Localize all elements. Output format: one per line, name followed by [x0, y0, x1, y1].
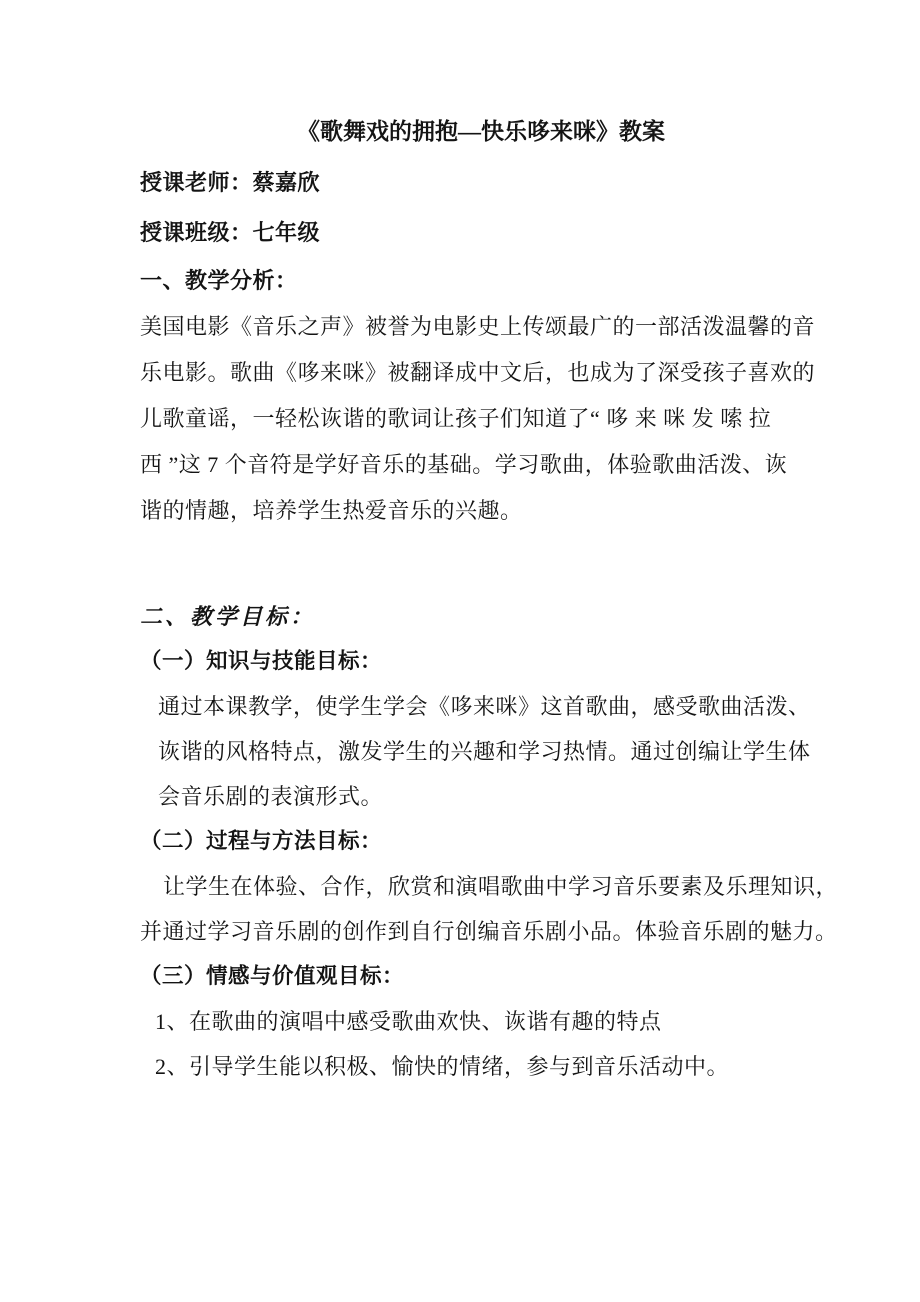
- class-line: [140, 208, 800, 258]
- analysis-line: 美国电影《音乐之声》被誉为电影史上传颂最广的一部活泼温馨的音: [140, 314, 816, 339]
- analysis-paragraph: [140, 304, 816, 534]
- analysis-line: 谐的情趣，培养学生热爱音乐的兴趣。: [140, 498, 523, 523]
- knowledge-line: 诙谐的风格特点，激发学生的兴趣和学习热情。通过创编让学生体: [158, 739, 811, 764]
- knowledge-goals-paragraph: [140, 684, 811, 819]
- subheading-knowledge-goals: （一）知识与技能目标：: [140, 649, 383, 673]
- teacher-name: 蔡嘉欣: [252, 170, 321, 195]
- teacher-label: 授课老师：: [140, 170, 253, 195]
- class-label: 授课班级：: [140, 220, 253, 245]
- class-name: 七年级: [252, 220, 321, 245]
- section-heading-objectives: 二、教学目标：: [140, 604, 316, 629]
- knowledge-line: 会音乐剧的表演形式。: [158, 784, 384, 809]
- doc-title: 《歌舞戏的拥抱—快乐哆来咪》教案: [297, 119, 665, 144]
- analysis-line: 乐电影。歌曲《哆来咪》被翻译成中文后，也成为了深受孩子喜欢的: [140, 360, 816, 385]
- knowledge-line: 通过本课教学，使学生学会《哆来咪》这首歌曲，感受歌曲活泼、: [158, 694, 811, 719]
- analysis-line: 西 ”这 7 个音符是学好音乐的基础。学习歌曲，体验歌曲活泼、诙: [140, 452, 788, 477]
- document-body: [140, 106, 839, 1089]
- analysis-line: 儿歌童谣，一轻松诙谐的歌词让孩子们知道了“ 哆 来 咪 发 嗦 拉: [140, 406, 772, 431]
- process-line: 并通过学习音乐剧的创作到自行创编音乐剧小品。体验音乐剧的魅力。: [140, 919, 838, 944]
- process-goals-paragraph: [140, 864, 839, 954]
- process-line: 让学生在体验、合作，欣赏和演唱歌曲中学习音乐要素及乐理知识，: [163, 874, 839, 899]
- emotion-item: 1、在歌曲的演唱中感受歌曲欢快、诙谐有趣的特点: [155, 1009, 662, 1034]
- objectives-section: [140, 594, 839, 1089]
- teacher-line: [140, 158, 800, 208]
- emotion-item: 2、引导学生能以积极、愉快的情绪，参与到音乐活动中。: [155, 1054, 730, 1079]
- subheading-process-goals: （二）过程与方法目标：: [140, 829, 383, 853]
- section-heading-analysis: 一、教学分析：: [140, 268, 298, 293]
- emotion-goals-list: [140, 999, 800, 1089]
- subheading-emotion-goals: （三）情感与价值观目标：: [140, 964, 405, 988]
